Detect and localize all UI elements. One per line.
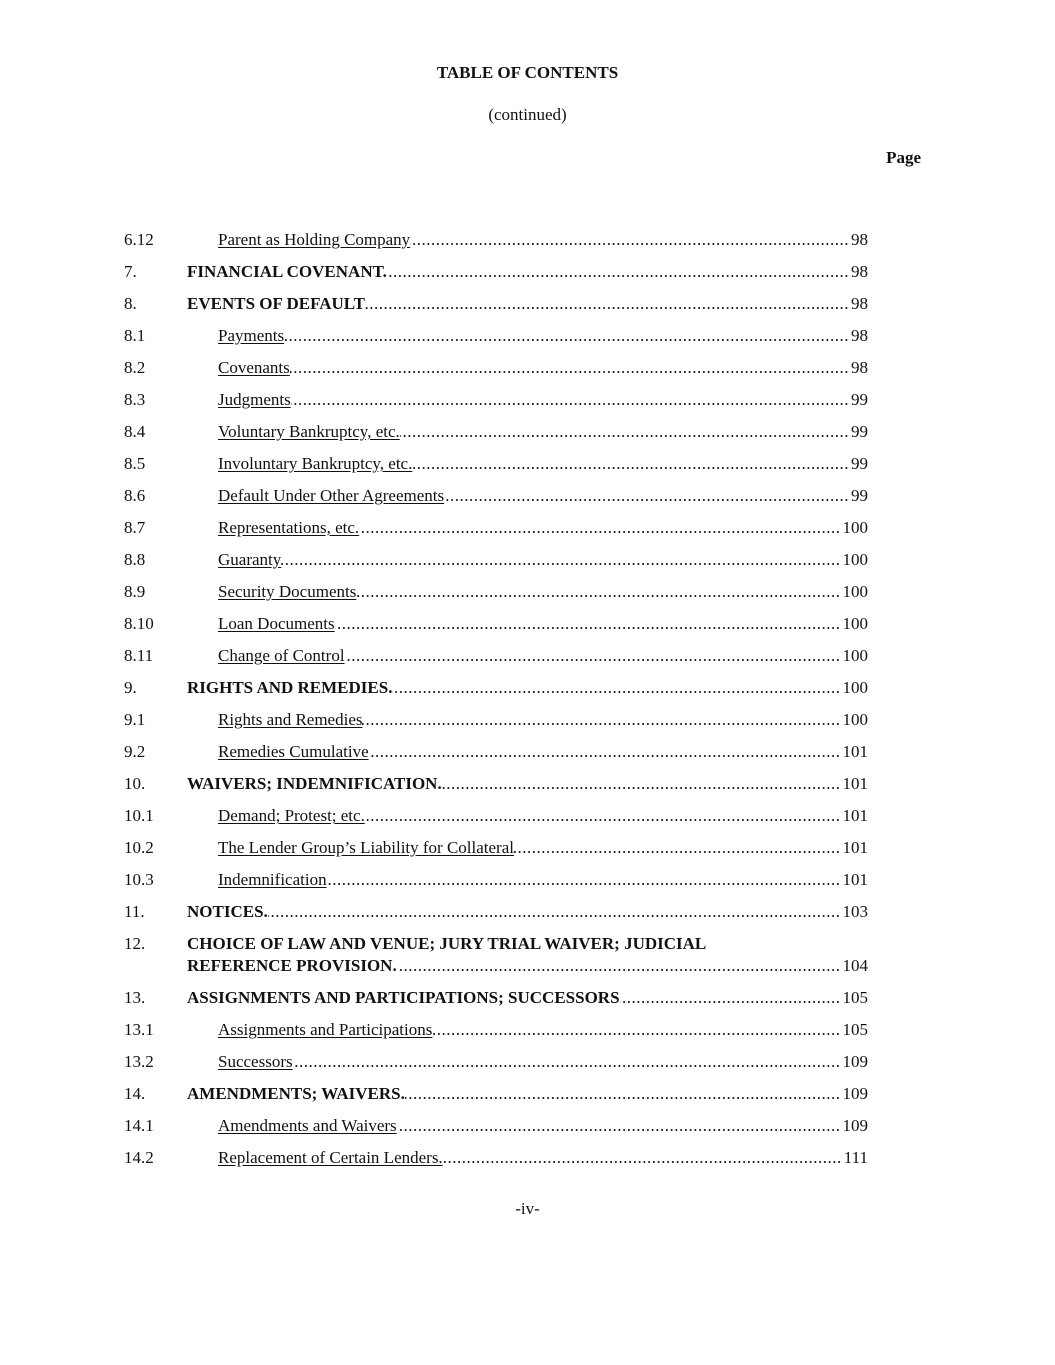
entry-title[interactable]: Remedies Cumulative	[218, 742, 369, 761]
entry-title[interactable]: Default Under Other Agreements	[218, 486, 445, 505]
toc-entry[interactable]	[124, 869, 868, 901]
entry-title[interactable]: Change of Control	[218, 646, 345, 665]
entry-page: 100	[842, 550, 868, 569]
entry-page: 105	[842, 988, 868, 1007]
entry-number: 9.2	[124, 742, 146, 761]
toc-entry[interactable]	[124, 581, 868, 613]
entry-page: 109	[842, 1052, 868, 1071]
entry-page: 105	[842, 1020, 868, 1039]
toc-entry[interactable]	[124, 709, 868, 741]
entry-line	[218, 421, 868, 443]
entry-page: 101	[842, 742, 868, 761]
toc-entry[interactable]	[124, 901, 868, 933]
entry-number: 11.	[124, 902, 145, 921]
entry-title[interactable]: Amendments and Waivers	[218, 1116, 397, 1135]
entry-line	[218, 1051, 868, 1073]
entry-page: 100	[842, 582, 868, 601]
toc-entry[interactable]	[124, 1083, 868, 1115]
entry-title[interactable]: CHOICE OF LAW AND VENUE; JURY TRIAL WAIVER; JUDICIAL	[187, 934, 707, 953]
entry-line	[187, 1083, 868, 1105]
toc-entry[interactable]	[124, 613, 868, 645]
dot-leader	[397, 955, 843, 977]
dot-leader	[620, 987, 843, 1009]
entry-line	[187, 901, 868, 923]
toc-entry[interactable]	[124, 677, 868, 709]
toc-entry[interactable]	[124, 357, 868, 389]
dot-leader	[281, 549, 842, 571]
entry-title[interactable]: Assignments and Participations	[218, 1020, 433, 1039]
entry-title[interactable]: EVENTS OF DEFAULT	[187, 294, 365, 313]
entry-title[interactable]: Demand; Protest; etc.	[218, 806, 365, 825]
entry-title[interactable]: Representations, etc.	[218, 518, 360, 537]
entry-line	[218, 613, 868, 635]
entry-number: 8.9	[124, 582, 146, 601]
toc-entry[interactable]	[124, 549, 868, 581]
toc-entry[interactable]	[124, 453, 868, 485]
entry-number: 8.8	[124, 550, 146, 569]
entry-page: 103	[842, 902, 868, 921]
dot-leader	[356, 581, 842, 603]
dot-leader	[442, 773, 843, 795]
dot-leader	[365, 805, 843, 827]
entry-title[interactable]: Covenants	[218, 358, 290, 377]
toc-entry[interactable]	[124, 1051, 868, 1083]
entry-number: 8.2	[124, 358, 146, 377]
entry-number: 10.3	[124, 870, 154, 889]
entry-page: 100	[842, 646, 868, 665]
entry-page: 101	[842, 774, 868, 793]
entry-number: 8.6	[124, 486, 146, 505]
toc-entry[interactable]	[124, 229, 868, 261]
toc-entry[interactable]	[124, 987, 868, 1019]
entry-title[interactable]: Involuntary Bankruptcy, etc.	[218, 454, 413, 473]
entry-number: 13.1	[124, 1020, 154, 1039]
entry-page: 99	[851, 422, 868, 441]
entry-title[interactable]: RIGHTS AND REMEDIES.	[187, 678, 393, 697]
entry-line	[218, 325, 868, 347]
entry-number: 10.	[124, 774, 146, 793]
entry-page: 100	[842, 678, 868, 697]
entry-title[interactable]: WAIVERS; INDEMNIFICATION.	[187, 774, 442, 793]
dot-leader	[514, 837, 843, 859]
entry-number: 8.	[124, 294, 137, 313]
entry-page: 98	[851, 358, 868, 377]
page-column-label: Page	[886, 148, 921, 167]
entry-title[interactable]: Loan Documents	[218, 614, 335, 633]
entry-title[interactable]: Parent as Holding Company	[218, 230, 411, 249]
entry-page: 101	[842, 806, 868, 825]
entry-line	[187, 677, 868, 699]
dot-leader	[327, 869, 843, 891]
entry-number: 8.4	[124, 422, 146, 441]
dot-leader	[444, 485, 851, 507]
entry-page: 99	[851, 390, 868, 409]
entry-title[interactable]: Guaranty	[218, 550, 282, 569]
toc-entry[interactable]	[124, 517, 868, 549]
dot-leader	[345, 645, 843, 667]
toc-entry[interactable]	[124, 933, 868, 987]
entry-line	[218, 869, 868, 891]
dot-leader	[284, 325, 851, 347]
entry-page: 111	[843, 1148, 868, 1167]
page-number: -iv-	[515, 1199, 540, 1218]
toc-entry[interactable]	[124, 421, 868, 453]
entry-number: 8.11	[124, 646, 154, 665]
entry-title[interactable]: NOTICES.	[187, 902, 268, 921]
dot-leader	[392, 677, 842, 699]
toc-entry[interactable]	[124, 1019, 868, 1051]
toc-entry[interactable]	[124, 837, 868, 869]
dot-leader	[335, 613, 843, 635]
toc-entry[interactable]	[124, 645, 868, 677]
entry-page: 101	[842, 838, 868, 857]
toc-entry[interactable]	[124, 773, 868, 805]
dot-leader	[443, 1147, 844, 1169]
toc-list	[124, 229, 868, 1179]
entry-title[interactable]: Judgments	[218, 390, 291, 409]
dot-leader	[432, 1019, 842, 1041]
entry-page: 98	[851, 230, 868, 249]
entry-number: 8.5	[124, 454, 146, 473]
entry-line	[187, 987, 868, 1009]
entry-number: 13.2	[124, 1052, 154, 1071]
dot-leader	[359, 517, 842, 539]
dot-leader	[387, 261, 851, 283]
dot-leader	[405, 1083, 843, 1105]
entry-number: 14.1	[124, 1116, 154, 1135]
toc-entry[interactable]	[124, 293, 868, 325]
dot-leader	[397, 1115, 843, 1137]
entry-title[interactable]: The Lender Group’s Liability for Collateral	[218, 838, 514, 857]
entry-number: 6.12	[124, 230, 154, 249]
entry-title[interactable]: Voluntary Bankruptcy, etc.	[218, 422, 400, 441]
entry-page: 104	[842, 956, 868, 975]
entry-page: 100	[842, 614, 868, 633]
dot-leader	[268, 901, 843, 923]
entry-title[interactable]: Successors	[218, 1052, 293, 1071]
entry-page: 99	[851, 454, 868, 473]
toc-entry[interactable]	[124, 325, 868, 357]
entry-number: 8.7	[124, 518, 146, 537]
entry-number: 14.	[124, 1084, 146, 1103]
entry-line	[218, 485, 868, 507]
dot-leader	[293, 1051, 843, 1073]
toc-entry[interactable]	[124, 261, 868, 293]
entry-line	[218, 549, 868, 571]
entry-number: 8.1	[124, 326, 146, 345]
entry-number: 10.2	[124, 838, 154, 857]
entry-line	[218, 837, 868, 859]
dot-leader	[365, 293, 851, 315]
entry-line	[218, 229, 868, 251]
entry-title[interactable]: Indemnification	[218, 870, 327, 889]
dot-leader	[362, 709, 842, 731]
toc-title: TABLE OF CONTENTS	[436, 63, 619, 82]
entry-number: 12.	[124, 934, 146, 953]
entry-line	[218, 1115, 868, 1137]
dot-leader	[290, 357, 851, 379]
entry-title[interactable]: Security Documents	[218, 582, 357, 601]
entry-title-continued[interactable]: REFERENCE PROVISION.	[187, 956, 397, 975]
entry-line	[218, 453, 868, 475]
entry-page: 99	[851, 486, 868, 505]
entry-page: 98	[851, 326, 868, 345]
entry-line	[187, 773, 868, 795]
entry-page: 109	[842, 1084, 868, 1103]
entry-line	[218, 645, 868, 667]
toc-entry[interactable]	[124, 741, 868, 773]
entry-page: 100	[842, 710, 868, 729]
dot-leader	[291, 389, 851, 411]
entry-page: 98	[851, 294, 868, 313]
toc-entry[interactable]	[124, 1115, 868, 1147]
entry-line	[218, 805, 868, 827]
toc-entry[interactable]	[124, 805, 868, 837]
entry-page: 100	[842, 518, 868, 537]
entry-line	[218, 581, 868, 603]
entry-line	[218, 709, 868, 731]
entry-number: 10.1	[124, 806, 154, 825]
entry-line	[187, 293, 868, 315]
dot-leader	[410, 229, 851, 251]
entry-page: 101	[842, 870, 868, 889]
entry-number: 8.10	[124, 614, 154, 633]
entry-page: 98	[851, 262, 868, 281]
entry-number: 13.	[124, 988, 146, 1007]
entry-number: 14.2	[124, 1148, 154, 1167]
entry-line	[218, 1147, 868, 1169]
entry-number: 7.	[124, 262, 137, 281]
entry-line	[218, 389, 868, 411]
toc-entry[interactable]	[124, 1147, 868, 1179]
entry-number: 9.1	[124, 710, 146, 729]
entry-number: 9.	[124, 678, 137, 697]
dot-leader	[400, 421, 851, 443]
dot-leader	[412, 453, 851, 475]
toc-entry[interactable]	[124, 485, 868, 517]
entry-line	[218, 517, 868, 539]
dot-leader	[369, 741, 843, 763]
entry-title[interactable]: ASSIGNMENTS AND PARTICIPATIONS; SUCCESSORS	[187, 988, 620, 1007]
entry-title[interactable]: Payments	[218, 326, 285, 345]
entry-number: 8.3	[124, 390, 146, 409]
entry-line	[218, 1019, 868, 1041]
entry-title[interactable]: Rights and Remedies	[218, 710, 363, 729]
entry-line	[218, 357, 868, 379]
entry-title[interactable]: Replacement of Certain Lenders.	[218, 1148, 443, 1167]
entry-line	[218, 741, 868, 763]
toc-entry[interactable]	[124, 389, 868, 421]
entry-page: 109	[842, 1116, 868, 1135]
entry-line	[187, 955, 868, 977]
entry-line	[187, 261, 868, 283]
toc-subtitle: (continued)	[488, 105, 567, 124]
entry-title[interactable]: FINANCIAL COVENANT.	[187, 262, 387, 281]
entry-title[interactable]: AMENDMENTS; WAIVERS.	[187, 1084, 405, 1103]
